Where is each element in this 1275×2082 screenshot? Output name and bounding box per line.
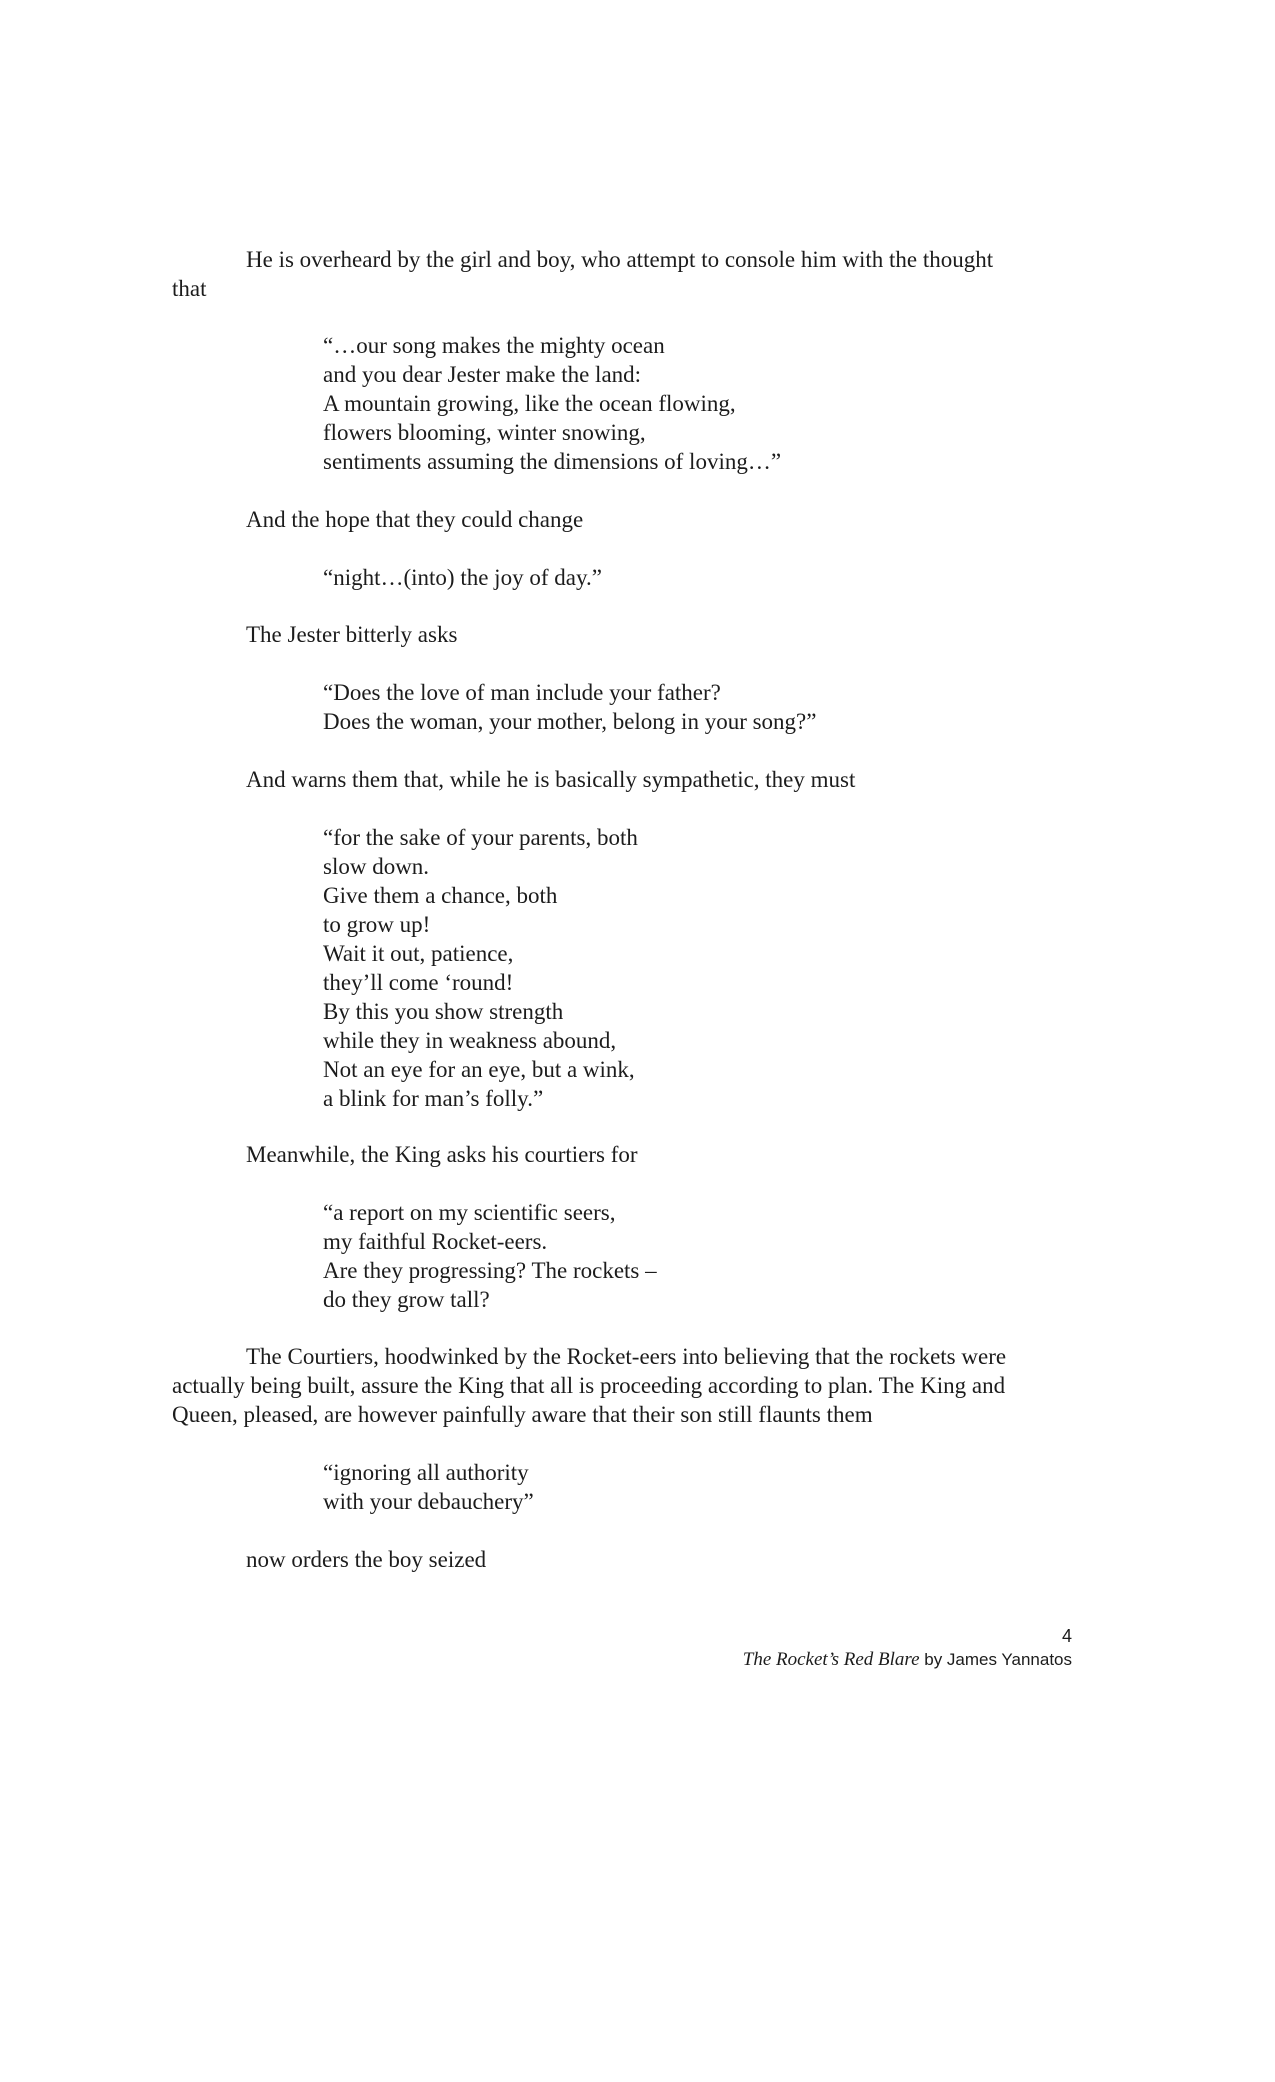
quote-line: while they in weakness abound,: [323, 1028, 617, 1053]
quote-line: “Does the love of man include your father?: [323, 680, 721, 705]
quote-love: [323, 678, 816, 736]
quote-line: to grow up!: [323, 912, 431, 937]
quote-ocean: [323, 331, 781, 476]
intro-wrap: that: [172, 276, 207, 301]
quote-line: do they grow tall?: [323, 1287, 490, 1312]
author-byline: by James Yannatos: [919, 1650, 1072, 1669]
quote-line: they’ll come ‘round!: [323, 970, 514, 995]
quote-line: “a report on my scientific seers,: [323, 1200, 616, 1225]
work-title: The Rocket’s Red Blare: [742, 1649, 920, 1670]
line-warns: And warns them that, while he is basically sympathetic, they must: [246, 767, 856, 792]
quote-line: my faithful Rocket-eers.: [323, 1229, 548, 1254]
quote-line: slow down.: [323, 854, 430, 879]
quote-line: “for the sake of your parents, both: [323, 825, 638, 850]
quote-line: sentiments assuming the dimensions of loving…”: [323, 449, 782, 474]
quote-line: “night…(into) the joy of day.”: [323, 565, 602, 590]
page-footer: [743, 1624, 1072, 1672]
quote-line: Give them a chance, both: [323, 883, 558, 908]
quote-authority: [323, 1458, 534, 1516]
quote-line: and you dear Jester make the land:: [323, 362, 642, 387]
quote-line: flowers blooming, winter snowing,: [323, 420, 646, 445]
quote-line: a blink for man’s folly.”: [323, 1086, 544, 1111]
quote-line: Does the woman, your mother, belong in your song?”: [323, 709, 817, 734]
footer-credit: [743, 1648, 1072, 1672]
quote-line: “ignoring all authority: [323, 1460, 529, 1485]
quote-patience: [323, 823, 638, 1113]
quote-line: Wait it out, patience,: [323, 941, 514, 966]
page-number: 4: [1061, 1626, 1072, 1646]
quote-line: “…our song makes the mighty ocean: [323, 333, 665, 358]
line-king: Meanwhile, the King asks his courtiers for: [246, 1142, 638, 1167]
paragraph-courtiers: The Courtiers, hoodwinked by the Rocket-eers into believing that the rockets were actually being built, assure the King that all is proceeding according to plan. The King and Queen, pleased, are however painfully aware that their son still flaunts them: [172, 1344, 1007, 1427]
quote-line: By this you show strength: [323, 999, 564, 1024]
quote-line: Are they progressing? The rockets –: [323, 1258, 657, 1283]
quote-line: A mountain growing, like the ocean flowing,: [323, 391, 736, 416]
quote-report: [323, 1198, 657, 1314]
quote-line: with your debauchery”: [323, 1489, 534, 1514]
line-jester: The Jester bitterly asks: [246, 622, 458, 647]
line-hope: And the hope that they could change: [246, 507, 584, 532]
quote-night: [323, 563, 602, 592]
line-orders: now orders the boy seized: [246, 1547, 487, 1572]
quote-line: Not an eye for an eye, but a wink,: [323, 1057, 635, 1082]
intro-line: He is overheard by the girl and boy, who attempt to console him with the thought: [246, 247, 994, 272]
